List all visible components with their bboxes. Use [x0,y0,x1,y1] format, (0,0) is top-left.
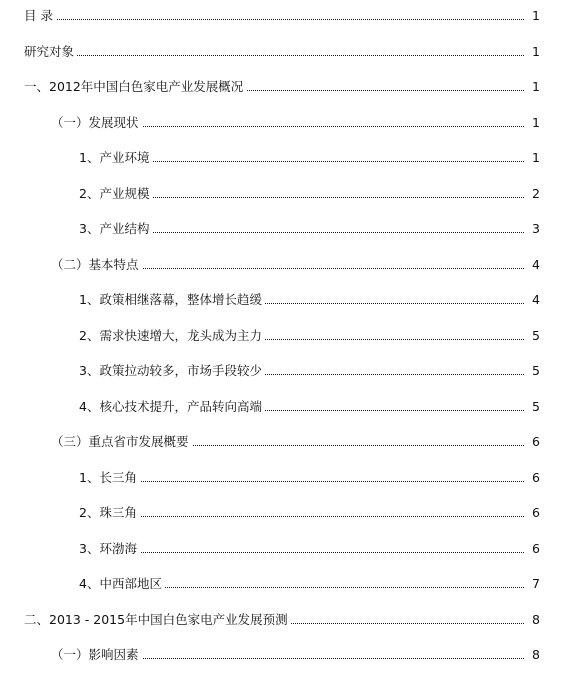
toc-page-number: 1 [526,77,540,97]
toc-entry-title: 3、产业结构 [79,219,152,239]
toc-leader [79,516,524,517]
toc-page-number: 6 [526,539,540,559]
toc-entry-title: 1、产业环境 [79,148,152,168]
toc-entry-section-1-3[interactable] [0,432,564,452]
toc-page-number: 1 [526,6,540,26]
toc-page-number: 6 [526,468,540,488]
toc-entry-item-demand[interactable] [0,326,564,346]
toc-entry-title: （三）重点省市发展概要 [51,432,192,452]
toc-page-number: 4 [526,290,540,310]
toc-entry-title: （一）影响因素 [51,645,142,665]
toc-entry-section-2-1[interactable] [0,645,564,665]
toc-page-number: 7 [526,574,540,594]
toc-entry-research-object[interactable] [0,42,564,62]
toc-entry-title: 3、政策拉动较多，市场手段较少 [79,361,265,381]
toc-page-number: 1 [526,42,540,62]
toc-page-number: 1 [526,113,540,133]
toc-page-number: 4 [526,255,540,275]
toc-entry-item-core-technology[interactable] [0,397,564,417]
toc-entry-item-policy-driven[interactable] [0,361,564,381]
toc-leader [79,552,524,553]
toc-page-number: 1 [526,148,540,168]
toc-page-number: 8 [526,610,540,630]
toc-entry-title: 研究对象 [24,42,77,62]
toc-page-number: 5 [526,361,540,381]
toc-entry-title: 2、需求快速增大，龙头成为主力 [79,326,265,346]
toc-page-number: 5 [526,326,540,346]
toc-entry-item-policy[interactable] [0,290,564,310]
toc-entry-title: 4、核心技术提升，产品转向高端 [79,397,265,417]
toc-entry-title: （一）发展现状 [51,113,142,133]
toc-entry-title: 1、政策相继落幕，整体增长趋缓 [79,290,265,310]
toc-leader [24,55,524,56]
toc-entry-item-industry-scale[interactable] [0,184,564,204]
toc-leader [79,481,524,482]
toc-page-number: 2 [526,184,540,204]
toc-entry-title: 2、珠三角 [79,503,140,523]
toc-page-number: 5 [526,397,540,417]
toc-page-number: 3 [526,219,540,239]
toc-entry-item-pearl-delta[interactable] [0,503,564,523]
toc-entry-contents-heading[interactable] [0,6,564,26]
toc-leader [24,19,524,20]
toc-entry-item-industry-structure[interactable] [0,219,564,239]
toc-entry-title: 1、长三角 [79,468,140,488]
toc-entry-title: 二、2013 - 2015年中国白色家电产业发展预测 [24,610,291,630]
toc-entry-title: 4、中西部地区 [79,574,165,594]
toc-entry-chapter-1[interactable] [0,77,564,97]
toc-entry-section-1-2[interactable] [0,255,564,275]
toc-entry-section-1-1[interactable] [0,113,564,133]
toc-page-number: 6 [526,432,540,452]
toc-entry-chapter-2[interactable] [0,610,564,630]
toc-entry-title: （二）基本特点 [51,255,142,275]
toc-page-number: 8 [526,645,540,665]
toc-entry-title: 3、环渤海 [79,539,140,559]
toc-entry-item-central-west[interactable] [0,574,564,594]
toc-entry-title: 一、2012年中国白色家电产业发展概况 [24,77,246,97]
toc-entry-title: 2、产业规模 [79,184,152,204]
toc-entry-item-yangtze-delta[interactable] [0,468,564,488]
toc-entry-title: 目 录 [24,6,56,26]
toc-entry-item-industry-environment[interactable] [0,148,564,168]
toc-page-number: 6 [526,503,540,523]
toc-entry-item-bohai-rim[interactable] [0,539,564,559]
